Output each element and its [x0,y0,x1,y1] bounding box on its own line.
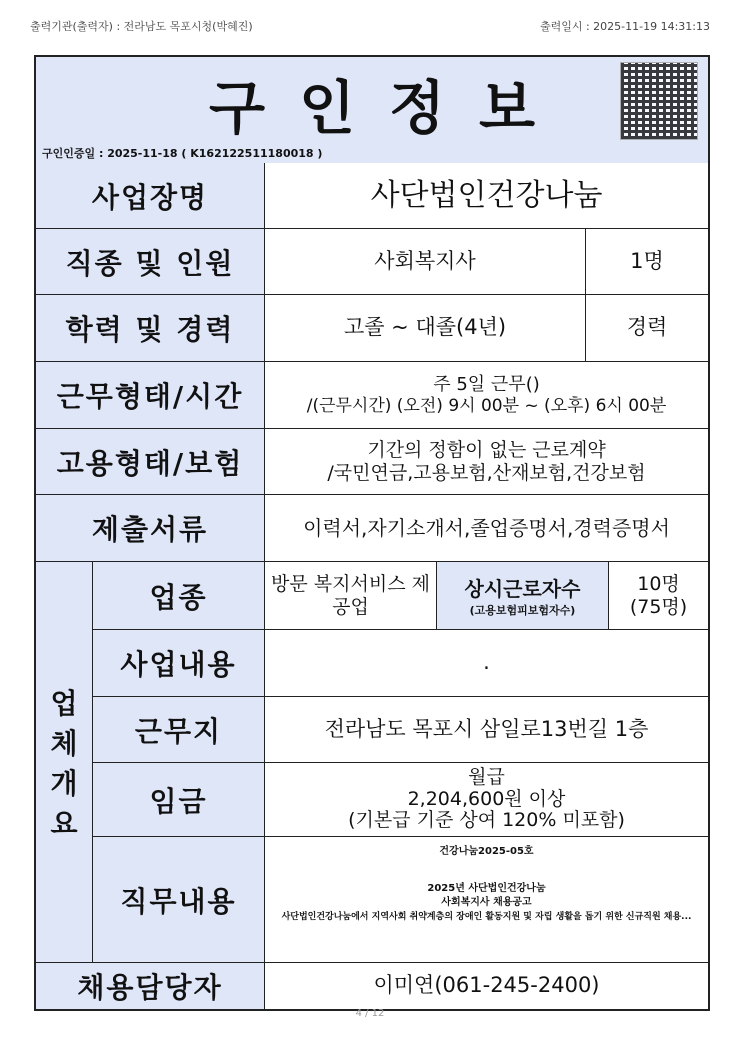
wage-note: (기본급 기준 상여 120% 미포함) [348,809,625,832]
duties-notice-body: 사단법인건강나눔에서 지역사회 취약계층의 장애인 활동지원 및 자립 생활을 돕기 위한 신규직원 채용... [281,911,692,922]
certification-line: 구인인증일 : 2025-11-18 ( K162122511180018 ) [36,145,708,164]
workers-label [437,562,609,630]
duties-notice-number: 건강나눔2025-05호 [439,846,534,857]
duties-notice-title: 2025년 사단법인건강나눔 [427,882,546,894]
location-value: 전라남도 목포시 삼일로13번길 1층 [265,697,708,763]
side-char-1: 업 [50,687,78,720]
education-label: 학력 및 경력 [36,295,265,362]
business-name-value: 사단법인건강나눔 [265,163,708,229]
job-value: 사회복지사 [265,229,586,295]
work-days: 주 5일 근무() [433,374,540,395]
contact-label: 채용담당자 [36,963,265,1009]
insurance-list: /국민연금,고용보험,산재보험,건강보험 [327,461,646,484]
print-datetime: 출력일시 : 2025-11-19 14:31:13 [539,20,710,33]
company-overview-label [36,562,93,963]
side-char-2: 체 [50,727,78,760]
page-title: 구인정보 [208,74,570,142]
contract-type: 기간의 정함이 없는 근로계약 [367,438,606,461]
qr-code-icon [620,62,698,140]
workers-value [609,562,708,630]
business-value: . [265,630,708,697]
workers-count: 10명 [637,572,680,595]
wage-amount: 2,204,600원 이상 [407,787,566,810]
side-char-3: 개 [50,767,78,800]
career-value: 경력 [586,295,708,362]
workers-label-main: 상시근로자수 [464,577,581,601]
work-hours: /(근무시간) (오전) 9시 00분 ~ (오후) 6시 00분 [306,395,667,416]
page-number: 4 / 12 [355,1008,385,1019]
workers-label-sub: (고용보험피보험자수) [469,604,576,617]
print-header [30,18,710,34]
industry-label: 업종 [93,562,265,630]
wage-value [265,763,708,837]
job-info-sheet [34,55,710,1011]
job-count: 1명 [586,229,708,295]
duties-value [265,837,708,963]
title-band [36,57,708,146]
duties-label: 직무내용 [93,837,265,963]
location-label: 근무지 [93,697,265,763]
workers-insured: (75명) [629,595,688,618]
business-name-label: 사업장명 [36,163,265,229]
wage-type: 월급 [468,765,505,788]
industry-value: 방문 복지서비스 제공업 [265,562,437,630]
employment-label: 고용형태/보험 [36,429,265,495]
work-type-label: 근무형태/시간 [36,362,265,429]
job-label: 직종 및 인원 [36,229,265,295]
contact-value: 이미연(061-245-2400) [265,963,708,1009]
employment-value [265,429,708,495]
business-label: 사업내용 [93,630,265,697]
education-value: 고졸 ~ 대졸(4년) [265,295,586,362]
duties-notice-subtitle: 사회복지사 채용공고 [441,897,532,908]
documents-value: 이력서,자기소개서,졸업증명서,경력증명서 [265,495,708,562]
wage-label: 임금 [93,763,265,837]
documents-label: 제출서류 [36,495,265,562]
work-type-value [265,362,708,429]
side-char-4: 요 [50,807,78,840]
print-org: 출력기관(출력자) : 전라남도 목포시청(박혜진) [30,20,253,33]
